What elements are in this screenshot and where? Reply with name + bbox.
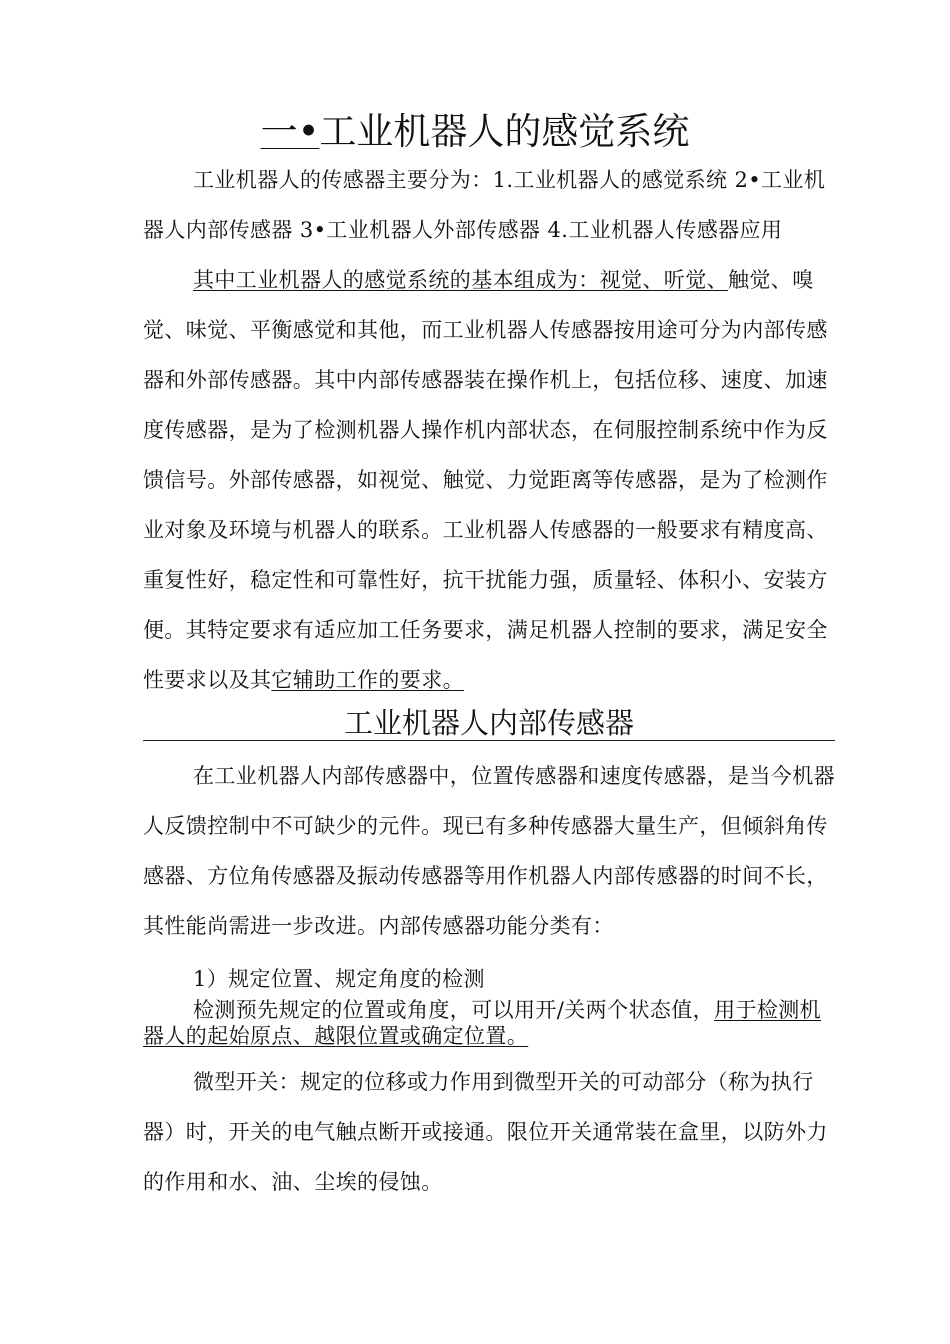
list-item-position-angle-title: 1）规定位置、规定角度的检测	[193, 967, 485, 991]
underlined-tail-text: 它辅助工作的要求。	[271, 668, 465, 692]
heading-title: 工业机器人的感觉系统	[319, 110, 690, 153]
paragraph-internal-sensors-intro: 在工业机器人内部传感器中，位置传感器和速度传感器，是当今机器人反馈控制中不可缺少的元件。现已有多种传感器大量生产，但倾斜角传感器、方位角传感器及振动传感器等用作机器人内部传感器的时间不长，其性能尚需进一步改进。内部传感器功能分类有：	[143, 764, 835, 938]
detection-text: 检测预先规定的位置或角度，可以用开/关两个状态值，	[193, 998, 715, 1022]
underlined-lead-text: 其中工业机器人的感觉系统的基本组成为：视觉、听觉、	[193, 268, 728, 292]
heading-internal-sensors: 工业机器人内部传感器	[143, 706, 835, 741]
detection-underlined-text: 用于检测机器人的起始原点、越限位置或确定位置。	[143, 998, 822, 1048]
heading-number: 一•	[260, 110, 320, 153]
heading-sensing-system	[0, 108, 950, 156]
paragraph-micro-switch: 微型开关：规定的位移或力作用到微型开关的可动部分（称为执行器）时，开关的电气触点断开或接通。限位开关通常装在盒里，以防外力的作用和水、油、尘埃的侵蚀。	[143, 1070, 828, 1194]
paragraph-position-angle-detection	[143, 997, 835, 1049]
paragraph-sensing-composition	[143, 255, 835, 705]
body-text: 触觉、嗅觉、味觉、平衡感觉和其他，而工业机器人传感器按用途可分为内部传感器和外部传感器。其中内部传感器装在操作机上，包括位移、速度、加速度传感器，是为了检测机器人操作机内部状态，在伺服控制系统中作为反馈信号。外部传感器，如视觉、触觉、力觉距离等传感器，是为了检测作业对象及环境与机器人的联系。工业机器人传感器的一般要求有精度高、重复性好，稳定性和可靠性好，抗干扰能力强，质量轻、体积小、安装方便。其特定要求有适应加工任务要求，满足机器人控制的要求，满足安全性要求以及其	[143, 268, 828, 692]
paragraph-sensor-categories: 工业机器人的传感器主要分为：1.工业机器人的感觉系统 2•工业机器人内部传感器 3•工业机器人外部传感器 4.工业机器人传感器应用	[143, 168, 826, 242]
